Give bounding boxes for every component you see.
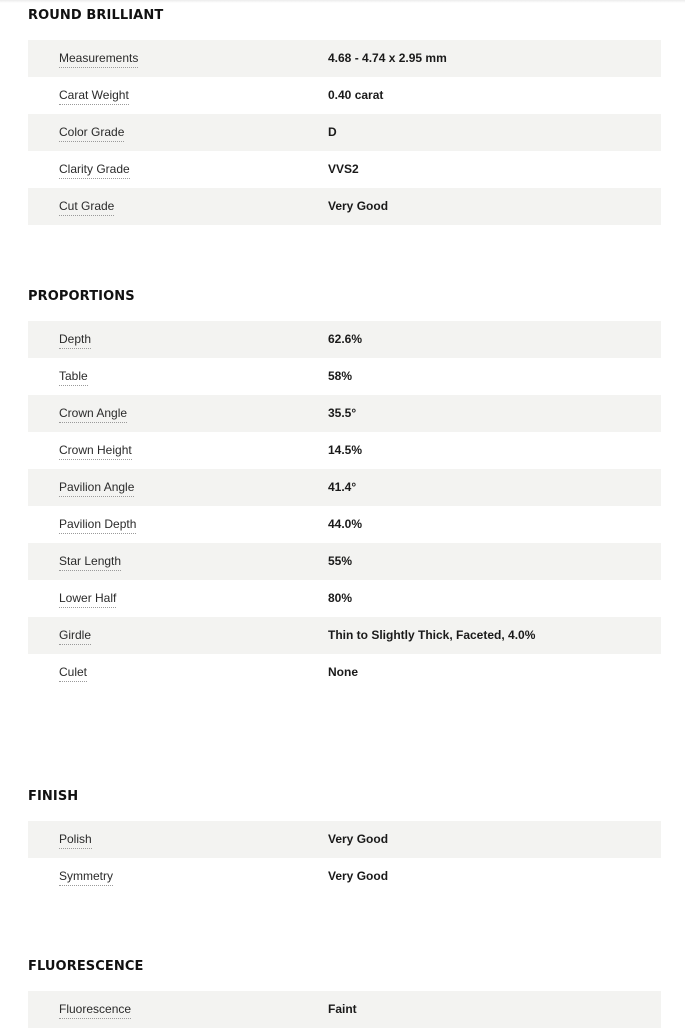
row-label[interactable]: Symmetry [59,869,113,886]
row-label[interactable]: Crown Angle [59,406,127,423]
table-row [28,543,661,580]
row-value: 44.0% [328,517,363,531]
table-row [28,991,661,1028]
table-row [28,469,661,506]
row-value: Very Good [328,199,389,213]
row-label[interactable]: Culet [59,665,87,682]
top-shadow [0,0,685,3]
row-label[interactable]: Clarity Grade [59,162,130,179]
row-value: 41.4° [328,480,357,494]
table-row [28,114,661,151]
row-label[interactable]: Pavilion Angle [59,480,134,497]
table-row [28,358,661,395]
table-row [28,151,661,188]
row-label[interactable]: Depth [59,332,91,349]
table-row [28,432,661,469]
row-value: Thin to Slightly Thick, Faceted, 4.0% [328,628,536,642]
row-label[interactable]: Pavilion Depth [59,517,136,534]
row-value: 4.68 - 4.74 x 2.95 mm [328,51,447,65]
spec-table [28,821,661,895]
section-title: FLUORESCENCE [28,959,144,974]
section-title: ROUND BRILLIANT [28,8,164,23]
table-row [28,77,661,114]
row-label[interactable]: Crown Height [59,443,132,460]
table-row [28,858,661,895]
row-value: None [328,665,358,679]
section-title: FINISH [28,789,79,804]
section-title: PROPORTIONS [28,289,135,304]
spec-table [28,40,661,225]
row-value: 35.5° [328,406,357,420]
row-label[interactable]: Girdle [59,628,91,645]
row-label[interactable]: Lower Half [59,591,116,608]
table-row [28,580,661,617]
table-row [28,395,661,432]
table-row [28,321,661,358]
table-row [28,40,661,77]
table-row [28,654,661,691]
table-row [28,506,661,543]
row-label[interactable]: Star Length [59,554,121,571]
spec-table [28,991,661,1028]
row-value: VVS2 [328,162,359,176]
table-row [28,188,661,225]
row-label[interactable]: Fluorescence [59,1002,131,1019]
row-value: 58% [328,369,353,383]
row-value: Very Good [328,832,389,846]
row-label[interactable]: Polish [59,832,92,849]
spec-table [28,321,661,691]
row-label[interactable]: Carat Weight [59,88,129,105]
row-value: 14.5% [328,443,363,457]
table-row [28,821,661,858]
row-value: 80% [328,591,353,605]
row-label[interactable]: Cut Grade [59,199,114,216]
row-value: D [328,125,337,139]
row-label[interactable]: Color Grade [59,125,124,142]
row-value: Very Good [328,869,389,883]
row-value: 55% [328,554,353,568]
row-label[interactable]: Table [59,369,88,386]
table-row [28,617,661,654]
row-value: 62.6% [328,332,363,346]
row-label[interactable]: Measurements [59,51,138,68]
row-value: 0.40 carat [328,88,384,102]
row-value: Faint [328,1002,357,1016]
